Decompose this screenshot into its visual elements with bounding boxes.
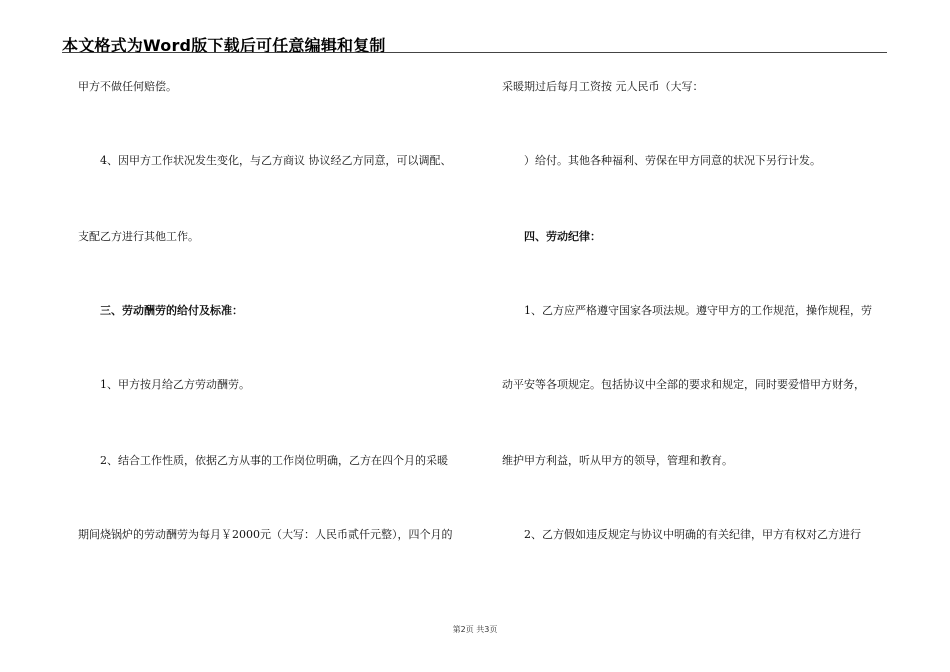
text-line: 2、乙方假如违反规定与协议中明确的有关纪律，甲方有权对乙方进行 — [524, 528, 861, 541]
text-line: 甲方不做任何赔偿。 — [78, 80, 177, 93]
document-header-title: 本文格式为Word版下载后可任意编辑和复制 — [62, 36, 386, 55]
section-heading: 四、劳动纪律： — [524, 230, 601, 243]
text-line: 维护甲方利益，听从甲方的领导，管理和教育。 — [502, 454, 733, 467]
text-line: 1、乙方应严格遵守国家各项法规。遵守甲方的工作规范，操作规程，劳 — [524, 304, 872, 317]
section-heading: 三、劳动酬劳的给付及标准： — [100, 304, 243, 317]
text-line: 2、结合工作性质，依据乙方从事的工作岗位明确，乙方在四个月的采暖 — [100, 454, 448, 467]
text-line: 采暖期过后每月工资按 元人民币（大写： — [502, 80, 704, 93]
text-line: ）给付。其他各种福利、劳保在甲方同意的状况下另行计发。 — [524, 154, 821, 167]
page-number-footer: 第2页 共3页 — [452, 625, 498, 634]
text-line: 4、因甲方工作状况发生变化，与乙方商议 协议经乙方同意，可以调配、 — [100, 154, 452, 167]
text-line: 1、甲方按月给乙方劳动酬劳。 — [100, 378, 250, 391]
text-line: 期间烧锅炉的劳动酬劳为每月￥2000元（大写：人民币贰仟元整），四个月的 — [78, 528, 453, 541]
header-divider — [62, 52, 887, 53]
text-line: 支配乙方进行其他工作。 — [78, 230, 199, 243]
text-line: 动平安等各项规定。包括协议中全部的要求和规定，同时要爱惜甲方财务， — [502, 378, 865, 391]
